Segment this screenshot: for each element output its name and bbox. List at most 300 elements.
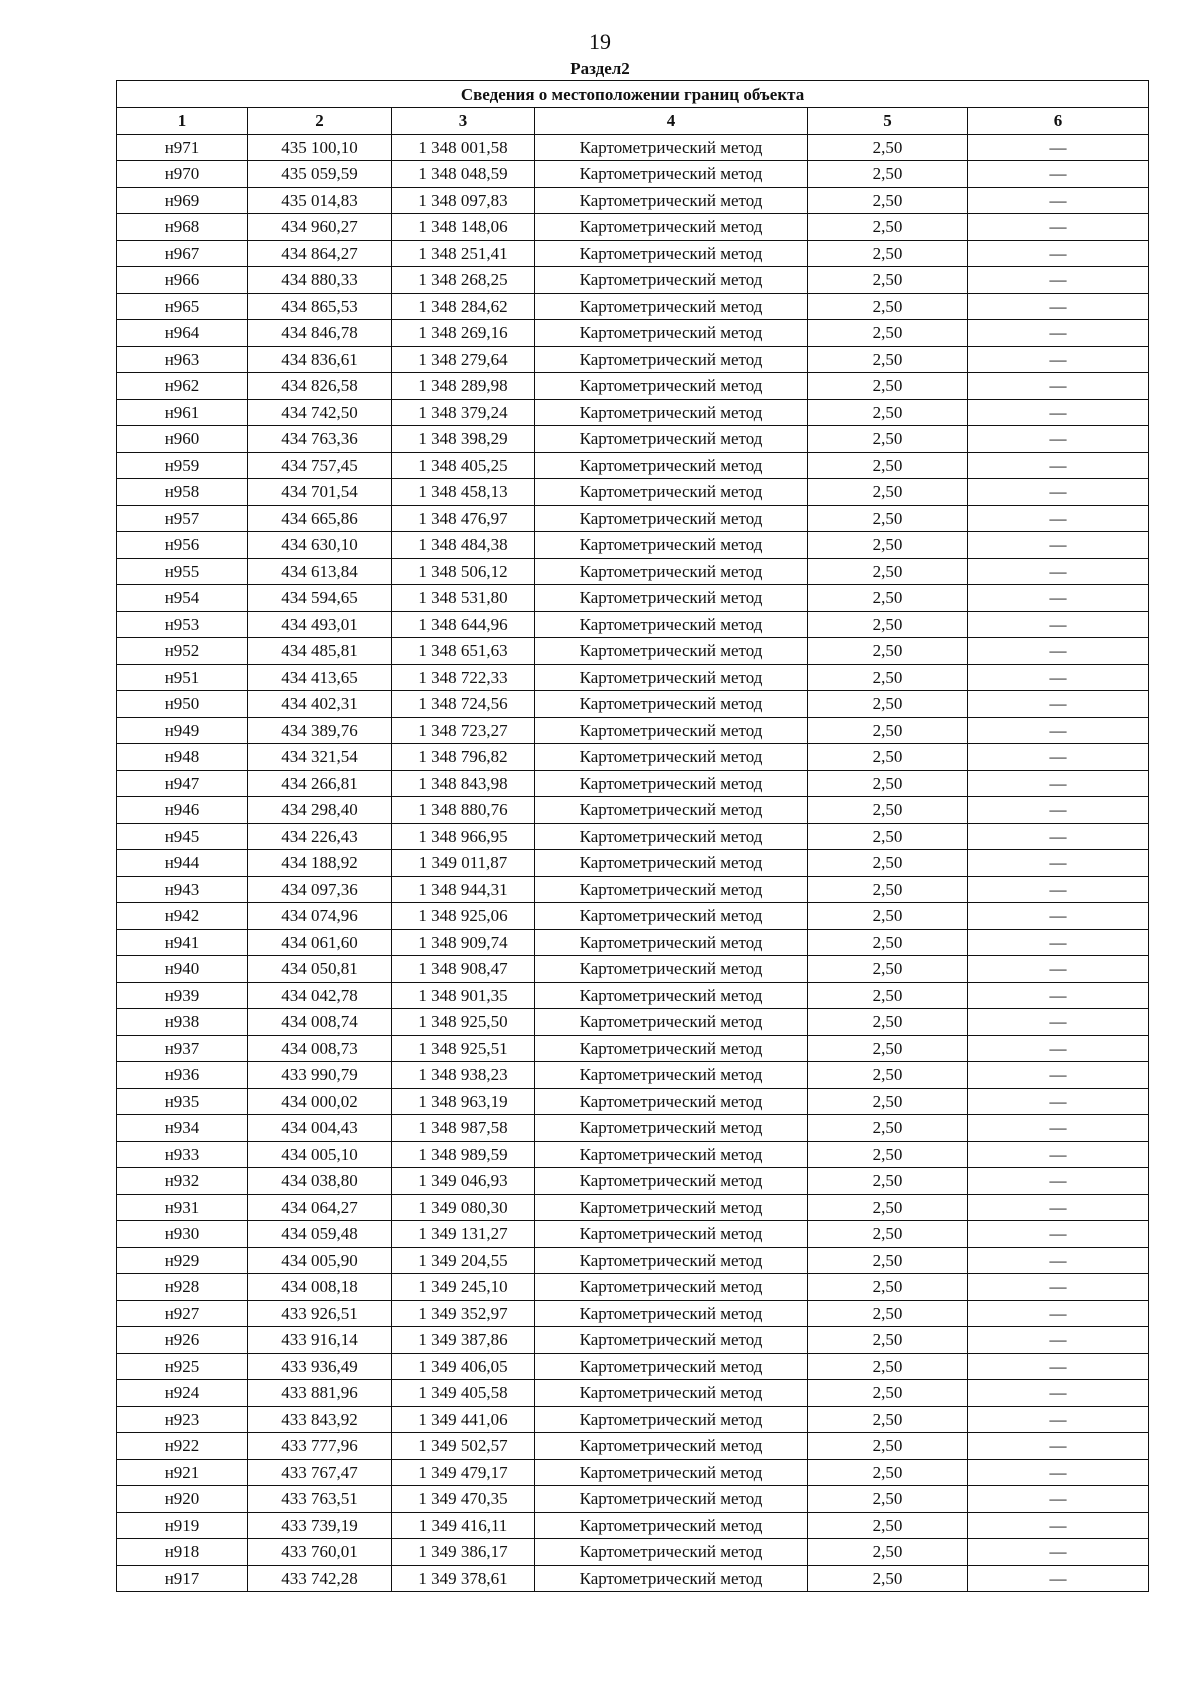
description-cell: —	[968, 1512, 1149, 1539]
table-body	[117, 134, 1149, 1592]
y-coordinate-cell: 1 348 484,38	[392, 532, 535, 559]
y-coordinate-cell: 1 348 506,12	[392, 558, 535, 585]
y-coordinate-cell: 1 349 502,57	[392, 1433, 535, 1460]
x-coordinate-cell: 435 059,59	[248, 161, 392, 188]
method-cell: Картометрический метод	[535, 1115, 808, 1142]
method-cell: Картометрический метод	[535, 1486, 808, 1513]
method-cell: Картометрический метод	[535, 1512, 808, 1539]
table-row	[117, 1168, 1149, 1195]
method-cell: Картометрический метод	[535, 1247, 808, 1274]
x-coordinate-cell: 434 298,40	[248, 797, 392, 824]
method-cell: Картометрический метод	[535, 929, 808, 956]
method-cell: Картометрический метод	[535, 982, 808, 1009]
method-cell: Картометрический метод	[535, 240, 808, 267]
description-cell: —	[968, 1565, 1149, 1592]
accuracy-cell: 2,50	[808, 1300, 968, 1327]
y-coordinate-cell: 1 348 289,98	[392, 373, 535, 400]
method-cell: Картометрический метод	[535, 664, 808, 691]
table-row	[117, 1459, 1149, 1486]
description-cell: —	[968, 929, 1149, 956]
point-id-cell: н959	[117, 452, 248, 479]
accuracy-cell: 2,50	[808, 1565, 968, 1592]
table-row	[117, 611, 1149, 638]
accuracy-cell: 2,50	[808, 479, 968, 506]
x-coordinate-cell: 434 008,73	[248, 1035, 392, 1062]
section-title: Раздел2	[570, 59, 630, 78]
x-coordinate-cell: 434 880,33	[248, 267, 392, 294]
point-id-cell: н941	[117, 929, 248, 956]
table-row	[117, 850, 1149, 877]
y-coordinate-cell: 1 349 011,87	[392, 850, 535, 877]
table-row	[117, 399, 1149, 426]
point-id-cell: н922	[117, 1433, 248, 1460]
accuracy-cell: 2,50	[808, 1486, 968, 1513]
accuracy-cell: 2,50	[808, 1380, 968, 1407]
description-cell: —	[968, 1486, 1149, 1513]
x-coordinate-cell: 435 014,83	[248, 187, 392, 214]
table-row	[117, 1486, 1149, 1513]
x-coordinate-cell: 433 936,49	[248, 1353, 392, 1380]
table-row	[117, 479, 1149, 506]
accuracy-cell: 2,50	[808, 611, 968, 638]
point-id-cell: н917	[117, 1565, 248, 1592]
method-cell: Картометрический метод	[535, 1353, 808, 1380]
y-coordinate-cell: 1 348 531,80	[392, 585, 535, 612]
description-cell: —	[968, 214, 1149, 241]
x-coordinate-cell: 434 266,81	[248, 770, 392, 797]
method-cell: Картометрический метод	[535, 267, 808, 294]
page-number: 19	[589, 29, 611, 54]
point-id-cell: н949	[117, 717, 248, 744]
point-id-cell: н950	[117, 691, 248, 718]
x-coordinate-cell: 433 916,14	[248, 1327, 392, 1354]
description-cell: —	[968, 558, 1149, 585]
accuracy-cell: 2,50	[808, 585, 968, 612]
accuracy-cell: 2,50	[808, 293, 968, 320]
y-coordinate-cell: 1 348 398,29	[392, 426, 535, 453]
table-row	[117, 717, 1149, 744]
table-row	[117, 532, 1149, 559]
method-cell: Картометрический метод	[535, 1300, 808, 1327]
method-cell: Картометрический метод	[535, 744, 808, 771]
x-coordinate-cell: 434 826,58	[248, 373, 392, 400]
table-row	[117, 1221, 1149, 1248]
accuracy-cell: 2,50	[808, 1009, 968, 1036]
x-coordinate-cell: 434 613,84	[248, 558, 392, 585]
x-coordinate-cell: 434 005,90	[248, 1247, 392, 1274]
x-coordinate-cell: 433 926,51	[248, 1300, 392, 1327]
table-row	[117, 1115, 1149, 1142]
method-cell: Картометрический метод	[535, 187, 808, 214]
point-id-cell: н952	[117, 638, 248, 665]
point-id-cell: н966	[117, 267, 248, 294]
description-cell: —	[968, 161, 1149, 188]
y-coordinate-cell: 1 349 406,05	[392, 1353, 535, 1380]
table-row	[117, 823, 1149, 850]
description-cell: —	[968, 1062, 1149, 1089]
table-row	[117, 585, 1149, 612]
description-cell: —	[968, 1406, 1149, 1433]
method-cell: Картометрический метод	[535, 797, 808, 824]
accuracy-cell: 2,50	[808, 664, 968, 691]
accuracy-cell: 2,50	[808, 1194, 968, 1221]
point-id-cell: н971	[117, 134, 248, 161]
description-cell: —	[968, 1300, 1149, 1327]
y-coordinate-cell: 1 348 148,06	[392, 214, 535, 241]
description-cell: —	[968, 1380, 1149, 1407]
y-coordinate-cell: 1 348 963,19	[392, 1088, 535, 1115]
accuracy-cell: 2,50	[808, 1406, 968, 1433]
x-coordinate-cell: 434 846,78	[248, 320, 392, 347]
boundary-coordinates-table	[116, 80, 1149, 1592]
accuracy-cell: 2,50	[808, 452, 968, 479]
point-id-cell: н946	[117, 797, 248, 824]
accuracy-cell: 2,50	[808, 346, 968, 373]
table-row	[117, 1088, 1149, 1115]
x-coordinate-cell: 434 038,80	[248, 1168, 392, 1195]
y-coordinate-cell: 1 348 843,98	[392, 770, 535, 797]
x-coordinate-cell: 433 739,19	[248, 1512, 392, 1539]
table-row	[117, 1274, 1149, 1301]
method-cell: Картометрический метод	[535, 1168, 808, 1195]
point-id-cell: н923	[117, 1406, 248, 1433]
y-coordinate-cell: 1 348 938,23	[392, 1062, 535, 1089]
method-cell: Картометрический метод	[535, 850, 808, 877]
method-cell: Картометрический метод	[535, 1459, 808, 1486]
point-id-cell: н918	[117, 1539, 248, 1566]
accuracy-cell: 2,50	[808, 1539, 968, 1566]
x-coordinate-cell: 433 990,79	[248, 1062, 392, 1089]
y-coordinate-cell: 1 348 901,35	[392, 982, 535, 1009]
table-row	[117, 452, 1149, 479]
accuracy-cell: 2,50	[808, 214, 968, 241]
table-row	[117, 1433, 1149, 1460]
column-header: 2	[248, 108, 392, 135]
point-id-cell: н947	[117, 770, 248, 797]
accuracy-cell: 2,50	[808, 161, 968, 188]
point-id-cell: н933	[117, 1141, 248, 1168]
method-cell: Картометрический метод	[535, 1565, 808, 1592]
description-cell: —	[968, 903, 1149, 930]
x-coordinate-cell: 434 594,65	[248, 585, 392, 612]
description-cell: —	[968, 399, 1149, 426]
x-coordinate-cell: 434 665,86	[248, 505, 392, 532]
method-cell: Картометрический метод	[535, 1035, 808, 1062]
point-id-cell: н927	[117, 1300, 248, 1327]
x-coordinate-cell: 434 061,60	[248, 929, 392, 956]
table-row	[117, 1194, 1149, 1221]
method-cell: Картометрический метод	[535, 426, 808, 453]
accuracy-cell: 2,50	[808, 1274, 968, 1301]
description-cell: —	[968, 1433, 1149, 1460]
description-cell: —	[968, 134, 1149, 161]
column-header: 4	[535, 108, 808, 135]
accuracy-cell: 2,50	[808, 638, 968, 665]
method-cell: Картометрический метод	[535, 1380, 808, 1407]
table-row	[117, 320, 1149, 347]
y-coordinate-cell: 1 349 386,17	[392, 1539, 535, 1566]
x-coordinate-cell: 434 757,45	[248, 452, 392, 479]
table-title-row	[117, 81, 1149, 108]
x-coordinate-cell: 434 074,96	[248, 903, 392, 930]
point-id-cell: н931	[117, 1194, 248, 1221]
point-id-cell: н968	[117, 214, 248, 241]
table-row	[117, 293, 1149, 320]
method-cell: Картометрический метод	[535, 876, 808, 903]
accuracy-cell: 2,50	[808, 717, 968, 744]
x-coordinate-cell: 434 701,54	[248, 479, 392, 506]
accuracy-cell: 2,50	[808, 558, 968, 585]
point-id-cell: н955	[117, 558, 248, 585]
y-coordinate-cell: 1 349 131,27	[392, 1221, 535, 1248]
x-coordinate-cell: 434 226,43	[248, 823, 392, 850]
table-row	[117, 1141, 1149, 1168]
description-cell: —	[968, 770, 1149, 797]
x-coordinate-cell: 433 763,51	[248, 1486, 392, 1513]
accuracy-cell: 2,50	[808, 267, 968, 294]
accuracy-cell: 2,50	[808, 1433, 968, 1460]
description-cell: —	[968, 240, 1149, 267]
method-cell: Картометрический метод	[535, 134, 808, 161]
description-cell: —	[968, 1009, 1149, 1036]
point-id-cell: н934	[117, 1115, 248, 1142]
table-row	[117, 1062, 1149, 1089]
x-coordinate-cell: 434 004,43	[248, 1115, 392, 1142]
x-coordinate-cell: 433 843,92	[248, 1406, 392, 1433]
table-row	[117, 134, 1149, 161]
y-coordinate-cell: 1 348 909,74	[392, 929, 535, 956]
description-cell: —	[968, 532, 1149, 559]
accuracy-cell: 2,50	[808, 1353, 968, 1380]
description-cell: —	[968, 823, 1149, 850]
x-coordinate-cell: 433 881,96	[248, 1380, 392, 1407]
table-row	[117, 770, 1149, 797]
y-coordinate-cell: 1 348 925,50	[392, 1009, 535, 1036]
y-coordinate-cell: 1 349 387,86	[392, 1327, 535, 1354]
point-id-cell: н942	[117, 903, 248, 930]
method-cell: Картометрический метод	[535, 956, 808, 983]
y-coordinate-cell: 1 348 925,51	[392, 1035, 535, 1062]
point-id-cell: н945	[117, 823, 248, 850]
table-row	[117, 1035, 1149, 1062]
point-id-cell: н925	[117, 1353, 248, 1380]
y-coordinate-cell: 1 348 796,82	[392, 744, 535, 771]
method-cell: Картометрический метод	[535, 585, 808, 612]
table-row	[117, 1247, 1149, 1274]
point-id-cell: н937	[117, 1035, 248, 1062]
point-id-cell: н921	[117, 1459, 248, 1486]
accuracy-cell: 2,50	[808, 823, 968, 850]
x-coordinate-cell: 434 097,36	[248, 876, 392, 903]
description-cell: —	[968, 982, 1149, 1009]
table-row	[117, 161, 1149, 188]
point-id-cell: н928	[117, 1274, 248, 1301]
method-cell: Картометрический метод	[535, 1406, 808, 1433]
description-cell: —	[968, 585, 1149, 612]
table-row	[117, 929, 1149, 956]
description-cell: —	[968, 1221, 1149, 1248]
point-id-cell: н926	[117, 1327, 248, 1354]
table-row	[117, 1327, 1149, 1354]
description-cell: —	[968, 346, 1149, 373]
method-cell: Картометрический метод	[535, 1194, 808, 1221]
accuracy-cell: 2,50	[808, 956, 968, 983]
table-row	[117, 1565, 1149, 1592]
x-coordinate-cell: 435 100,10	[248, 134, 392, 161]
accuracy-cell: 2,50	[808, 1168, 968, 1195]
accuracy-cell: 2,50	[808, 1141, 968, 1168]
description-cell: —	[968, 1274, 1149, 1301]
accuracy-cell: 2,50	[808, 744, 968, 771]
accuracy-cell: 2,50	[808, 876, 968, 903]
method-cell: Картометрический метод	[535, 717, 808, 744]
point-id-cell: н969	[117, 187, 248, 214]
description-cell: —	[968, 187, 1149, 214]
accuracy-cell: 2,50	[808, 1512, 968, 1539]
accuracy-cell: 2,50	[808, 532, 968, 559]
description-cell: —	[968, 611, 1149, 638]
x-coordinate-cell: 434 742,50	[248, 399, 392, 426]
y-coordinate-cell: 1 348 944,31	[392, 876, 535, 903]
y-coordinate-cell: 1 348 987,58	[392, 1115, 535, 1142]
x-coordinate-cell: 434 485,81	[248, 638, 392, 665]
table-row	[117, 691, 1149, 718]
accuracy-cell: 2,50	[808, 134, 968, 161]
method-cell: Картометрический метод	[535, 1009, 808, 1036]
description-cell: —	[968, 1088, 1149, 1115]
y-coordinate-cell: 1 348 001,58	[392, 134, 535, 161]
y-coordinate-cell: 1 349 470,35	[392, 1486, 535, 1513]
y-coordinate-cell: 1 348 405,25	[392, 452, 535, 479]
x-coordinate-cell: 434 050,81	[248, 956, 392, 983]
x-coordinate-cell: 434 763,36	[248, 426, 392, 453]
x-coordinate-cell: 433 777,96	[248, 1433, 392, 1460]
table-head	[117, 81, 1149, 135]
y-coordinate-cell: 1 348 724,56	[392, 691, 535, 718]
x-coordinate-cell: 434 402,31	[248, 691, 392, 718]
method-cell: Картометрический метод	[535, 638, 808, 665]
method-cell: Картометрический метод	[535, 346, 808, 373]
method-cell: Картометрический метод	[535, 214, 808, 241]
accuracy-cell: 2,50	[808, 903, 968, 930]
column-number-row	[117, 108, 1149, 135]
method-cell: Картометрический метод	[535, 161, 808, 188]
y-coordinate-cell: 1 348 251,41	[392, 240, 535, 267]
y-coordinate-cell: 1 348 651,63	[392, 638, 535, 665]
point-id-cell: н954	[117, 585, 248, 612]
table-row	[117, 1406, 1149, 1433]
point-id-cell: н970	[117, 161, 248, 188]
x-coordinate-cell: 433 742,28	[248, 1565, 392, 1592]
method-cell: Картометрический метод	[535, 823, 808, 850]
y-coordinate-cell: 1 348 379,24	[392, 399, 535, 426]
accuracy-cell: 2,50	[808, 929, 968, 956]
x-coordinate-cell: 434 630,10	[248, 532, 392, 559]
y-coordinate-cell: 1 349 204,55	[392, 1247, 535, 1274]
description-cell: —	[968, 797, 1149, 824]
y-coordinate-cell: 1 348 269,16	[392, 320, 535, 347]
description-cell: —	[968, 1115, 1149, 1142]
y-coordinate-cell: 1 348 644,96	[392, 611, 535, 638]
description-cell: —	[968, 267, 1149, 294]
table-row	[117, 903, 1149, 930]
accuracy-cell: 2,50	[808, 1247, 968, 1274]
method-cell: Картометрический метод	[535, 320, 808, 347]
table-row	[117, 797, 1149, 824]
method-cell: Картометрический метод	[535, 611, 808, 638]
point-id-cell: н948	[117, 744, 248, 771]
description-cell: —	[968, 293, 1149, 320]
y-coordinate-cell: 1 348 880,76	[392, 797, 535, 824]
accuracy-cell: 2,50	[808, 187, 968, 214]
table-row	[117, 664, 1149, 691]
method-cell: Картометрический метод	[535, 373, 808, 400]
description-cell: —	[968, 691, 1149, 718]
method-cell: Картометрический метод	[535, 903, 808, 930]
point-id-cell: н943	[117, 876, 248, 903]
method-cell: Картометрический метод	[535, 1327, 808, 1354]
point-id-cell: н930	[117, 1221, 248, 1248]
method-cell: Картометрический метод	[535, 532, 808, 559]
description-cell: —	[968, 717, 1149, 744]
column-header: 6	[968, 108, 1149, 135]
x-coordinate-cell: 434 864,27	[248, 240, 392, 267]
description-cell: —	[968, 1327, 1149, 1354]
x-coordinate-cell: 433 767,47	[248, 1459, 392, 1486]
table-row	[117, 1300, 1149, 1327]
column-header: 3	[392, 108, 535, 135]
y-coordinate-cell: 1 349 245,10	[392, 1274, 535, 1301]
x-coordinate-cell: 434 005,10	[248, 1141, 392, 1168]
point-id-cell: н958	[117, 479, 248, 506]
description-cell: —	[968, 1035, 1149, 1062]
y-coordinate-cell: 1 348 458,13	[392, 479, 535, 506]
point-id-cell: н932	[117, 1168, 248, 1195]
x-coordinate-cell: 434 865,53	[248, 293, 392, 320]
table-row	[117, 267, 1149, 294]
method-cell: Картометрический метод	[535, 1539, 808, 1566]
x-coordinate-cell: 434 493,01	[248, 611, 392, 638]
point-id-cell: н951	[117, 664, 248, 691]
method-cell: Картометрический метод	[535, 770, 808, 797]
x-coordinate-cell: 434 413,65	[248, 664, 392, 691]
table-row	[117, 558, 1149, 585]
table-row	[117, 1539, 1149, 1566]
table-row	[117, 982, 1149, 1009]
x-coordinate-cell: 434 836,61	[248, 346, 392, 373]
description-cell: —	[968, 1353, 1149, 1380]
method-cell: Картометрический метод	[535, 1274, 808, 1301]
y-coordinate-cell: 1 348 966,95	[392, 823, 535, 850]
x-coordinate-cell: 434 059,48	[248, 1221, 392, 1248]
description-cell: —	[968, 320, 1149, 347]
y-coordinate-cell: 1 348 476,97	[392, 505, 535, 532]
method-cell: Картометрический метод	[535, 479, 808, 506]
accuracy-cell: 2,50	[808, 240, 968, 267]
y-coordinate-cell: 1 349 046,93	[392, 1168, 535, 1195]
accuracy-cell: 2,50	[808, 850, 968, 877]
y-coordinate-cell: 1 348 284,62	[392, 293, 535, 320]
table-row	[117, 240, 1149, 267]
point-id-cell: н953	[117, 611, 248, 638]
description-cell: —	[968, 1459, 1149, 1486]
point-id-cell: н963	[117, 346, 248, 373]
accuracy-cell: 2,50	[808, 373, 968, 400]
point-id-cell: н936	[117, 1062, 248, 1089]
point-id-cell: н929	[117, 1247, 248, 1274]
table-row	[117, 214, 1149, 241]
point-id-cell: н935	[117, 1088, 248, 1115]
